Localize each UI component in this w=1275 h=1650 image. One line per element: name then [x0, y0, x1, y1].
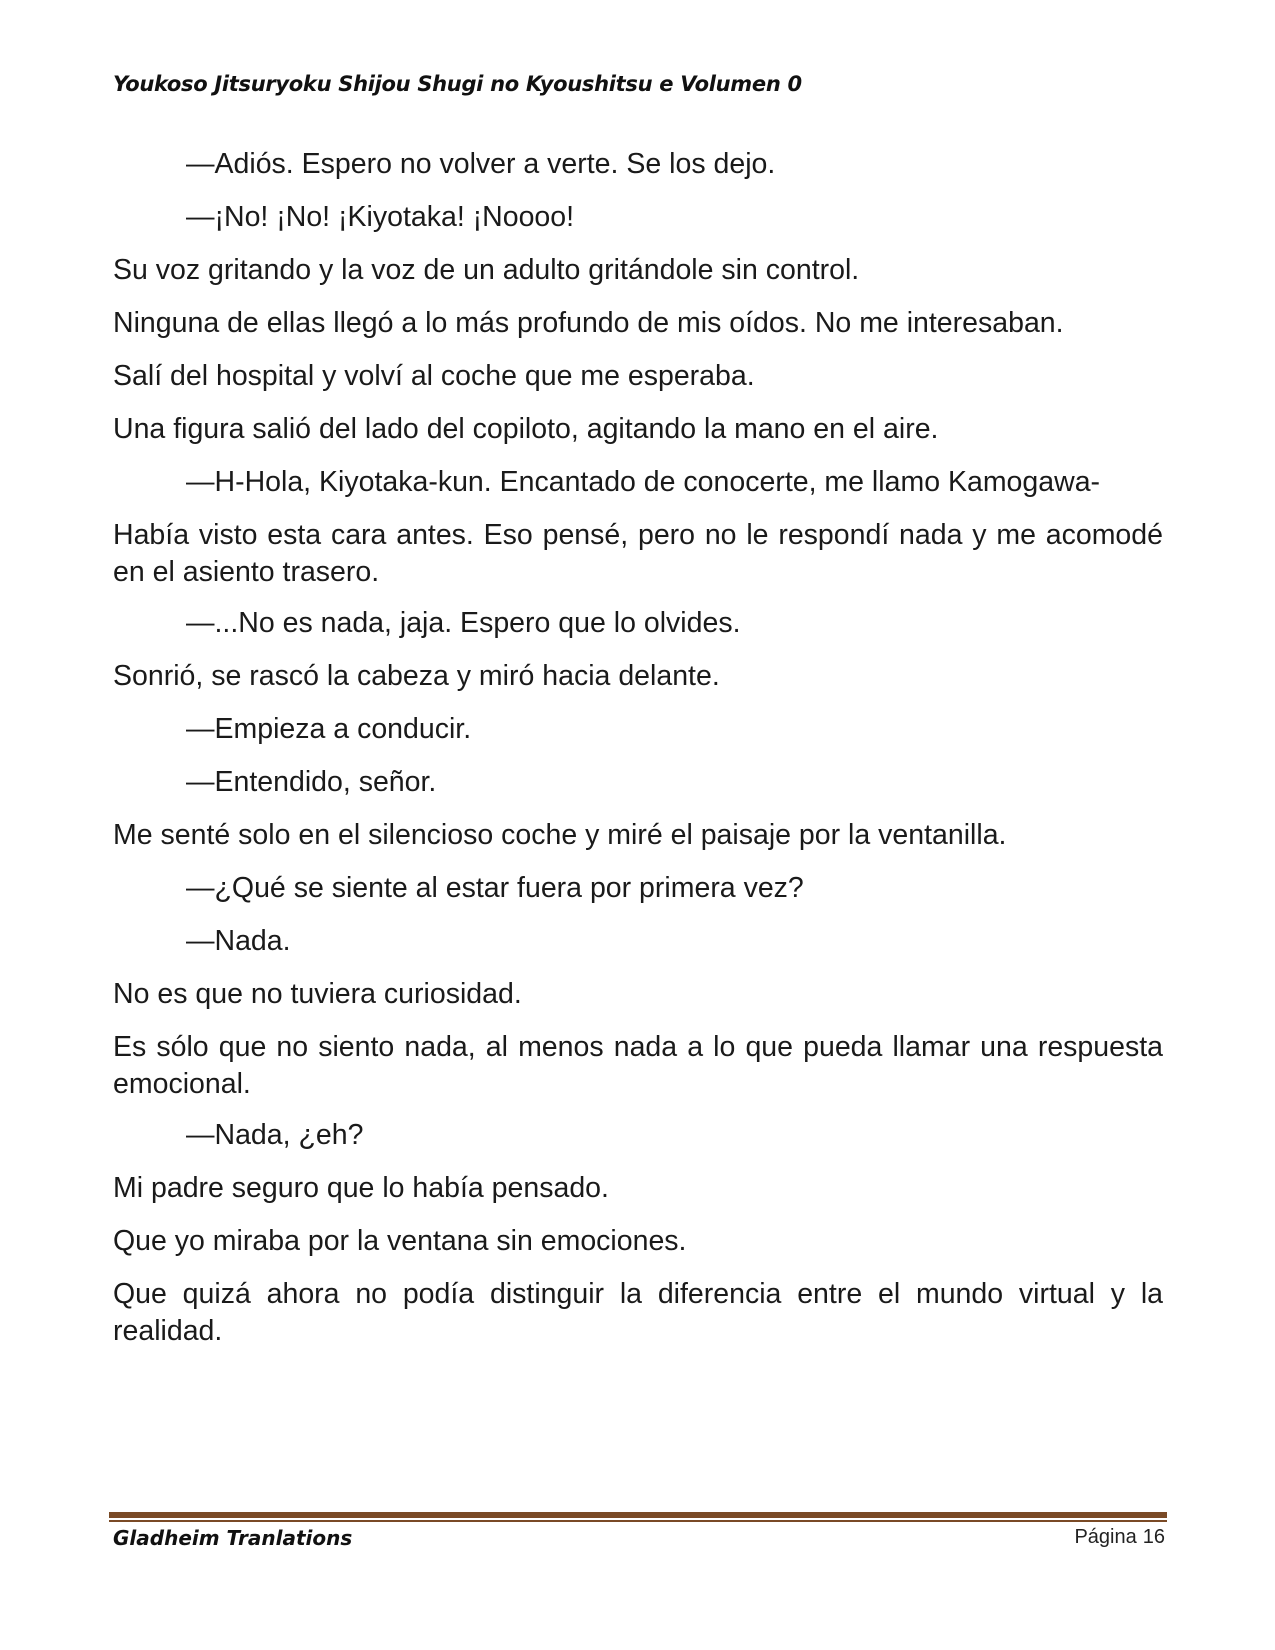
paragraph: —Nada, ¿eh? [186, 1119, 364, 1151]
paragraph: Que yo miraba por la ventana sin emociones. [113, 1225, 687, 1257]
page-label: Página [1074, 1526, 1137, 1548]
paragraph: Mi padre seguro que lo había pensado. [113, 1172, 609, 1204]
running-header: Youkoso Jitsuryoku Shijou Shugi no Kyoushitsu e Volumen 0 [113, 72, 802, 96]
paragraph: —...No es nada, jaja. Espero que lo olvides. [186, 607, 741, 639]
body-text [113, 146, 1163, 1364]
paragraph: —Entendido, señor. [186, 766, 437, 798]
paragraph: Que quizá ahora no podía distinguir la diferencia entre el mundo virtual y la realidad. [113, 1278, 1163, 1347]
paragraph: Salí del hospital y volví al coche que me esperaba. [113, 360, 755, 392]
paragraph: —Empieza a conducir. [186, 713, 472, 745]
paragraph: —Adiós. Espero no volver a verte. Se los dejo. [186, 148, 776, 180]
paragraph: Su voz gritando y la voz de un adulto gritándole sin control. [113, 254, 860, 286]
paragraph: No es que no tuviera curiosidad. [113, 978, 522, 1010]
paragraph: Una figura salió del lado del copiloto, agitando la mano en el aire. [113, 413, 939, 445]
paragraph: —H-Hola, Kiyotaka-kun. Encantado de conocerte, me llamo Kamogawa- [186, 466, 1101, 498]
paragraph: Ninguna de ellas llegó a lo más profundo de mis oídos. No me interesaban. [113, 307, 1064, 339]
footer-rule [109, 1512, 1167, 1522]
paragraph: —Nada. [186, 925, 291, 957]
paragraph: —¿Qué se siente al estar fuera por primera vez? [186, 872, 804, 904]
paragraph: —¡No! ¡No! ¡Kiyotaka! ¡Noooo! [186, 201, 575, 233]
paragraph: Sonrió, se rascó la cabeza y miró hacia delante. [113, 660, 720, 692]
paragraph: Es sólo que no siento nada, al menos nada a lo que pueda llamar una respuesta emocional. [113, 1031, 1163, 1100]
footer-rule-thin [109, 1520, 1167, 1522]
paragraph: Había visto esta cara antes. Eso pensé, pero no le respondí nada y me acomodé en el asiento trasero. [113, 519, 1163, 588]
paragraph: Me senté solo en el silencioso coche y miré el paisaje por la ventanilla. [113, 819, 1007, 851]
page-number: 16 [1142, 1526, 1165, 1548]
footer-credit: Gladheim Tranlations [113, 1526, 353, 1550]
page-number-block [1074, 1526, 1165, 1549]
